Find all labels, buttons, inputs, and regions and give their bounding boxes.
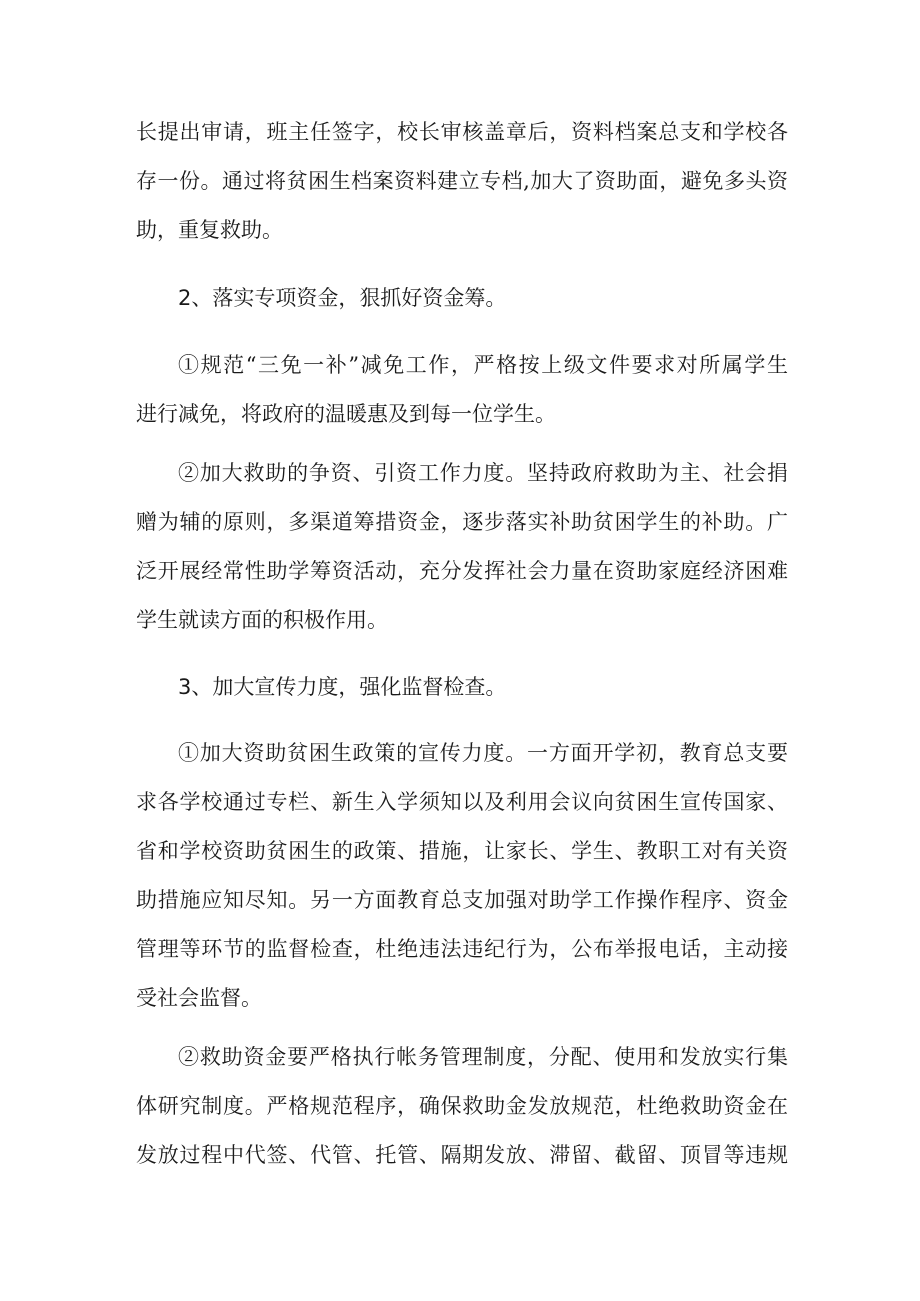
section-heading: 3、加大宣传力度，强化监督检查。 bbox=[178, 675, 507, 699]
paragraph-line: 泛开展经常性助学筹资活动，充分发挥社会力量在资助家庭经济困难 bbox=[136, 559, 788, 583]
paragraph-line: ①规范“三免一补”减免工作，严格按上级文件要求对所属学生 bbox=[178, 353, 788, 377]
paragraph-line: 助，重复救助。 bbox=[136, 218, 283, 242]
section-heading: 2、落实专项资金，狠抓好资金筹。 bbox=[178, 286, 507, 310]
paragraph-line: 存一份。通过将贫困生档案资料建立专档,加大了资助面，避免多头资 bbox=[136, 169, 788, 193]
paragraph-line: 学生就读方面的积极作用。 bbox=[136, 608, 388, 632]
paragraph-line: ①加大资助贫困生政策的宣传力度。一方面开学初，教育总支要 bbox=[178, 741, 788, 765]
paragraph-line: 管理等环节的监督检查，杜绝违法违纪行为，公布举报电话，主动接 bbox=[136, 937, 788, 961]
paragraph-line: 省和学校资助贫困生的政策、措施，让家长、学生、教职工对有关资 bbox=[136, 839, 788, 863]
paragraph-line: ②加大救助的争资、引资工作力度。坚持政府救助为主、社会捐 bbox=[178, 461, 788, 485]
paragraph-line: ②救助资金要严格执行帐务管理制度，分配、使用和发放实行集 bbox=[178, 1045, 788, 1069]
paragraph-line: 进行减免，将政府的温暖惠及到每一位学生。 bbox=[136, 402, 556, 426]
paragraph-line: 发放过程中代签、代管、托管、隔期发放、滞留、截留、顶冒等违规 bbox=[136, 1143, 788, 1167]
paragraph-line: 求各学校通过专栏、新生入学须知以及利用会议向贫困生宣传国家、 bbox=[136, 790, 788, 814]
paragraph-line: 助措施应知尽知。另一方面教育总支加强对助学工作操作程序、资金 bbox=[136, 888, 788, 912]
paragraph-line: 受社会监督。 bbox=[136, 986, 262, 1010]
paragraph-line: 赠为辅的原则，多渠道筹措资金，逐步落实补助贫困学生的补助。广 bbox=[136, 510, 788, 534]
paragraph-line: 长提出审请，班主任签字，校长审核盖章后，资料档案总支和学校各 bbox=[136, 120, 788, 144]
paragraph-line: 体研究制度。严格规范程序，确保救助金发放规范，杜绝救助资金在 bbox=[136, 1094, 788, 1118]
